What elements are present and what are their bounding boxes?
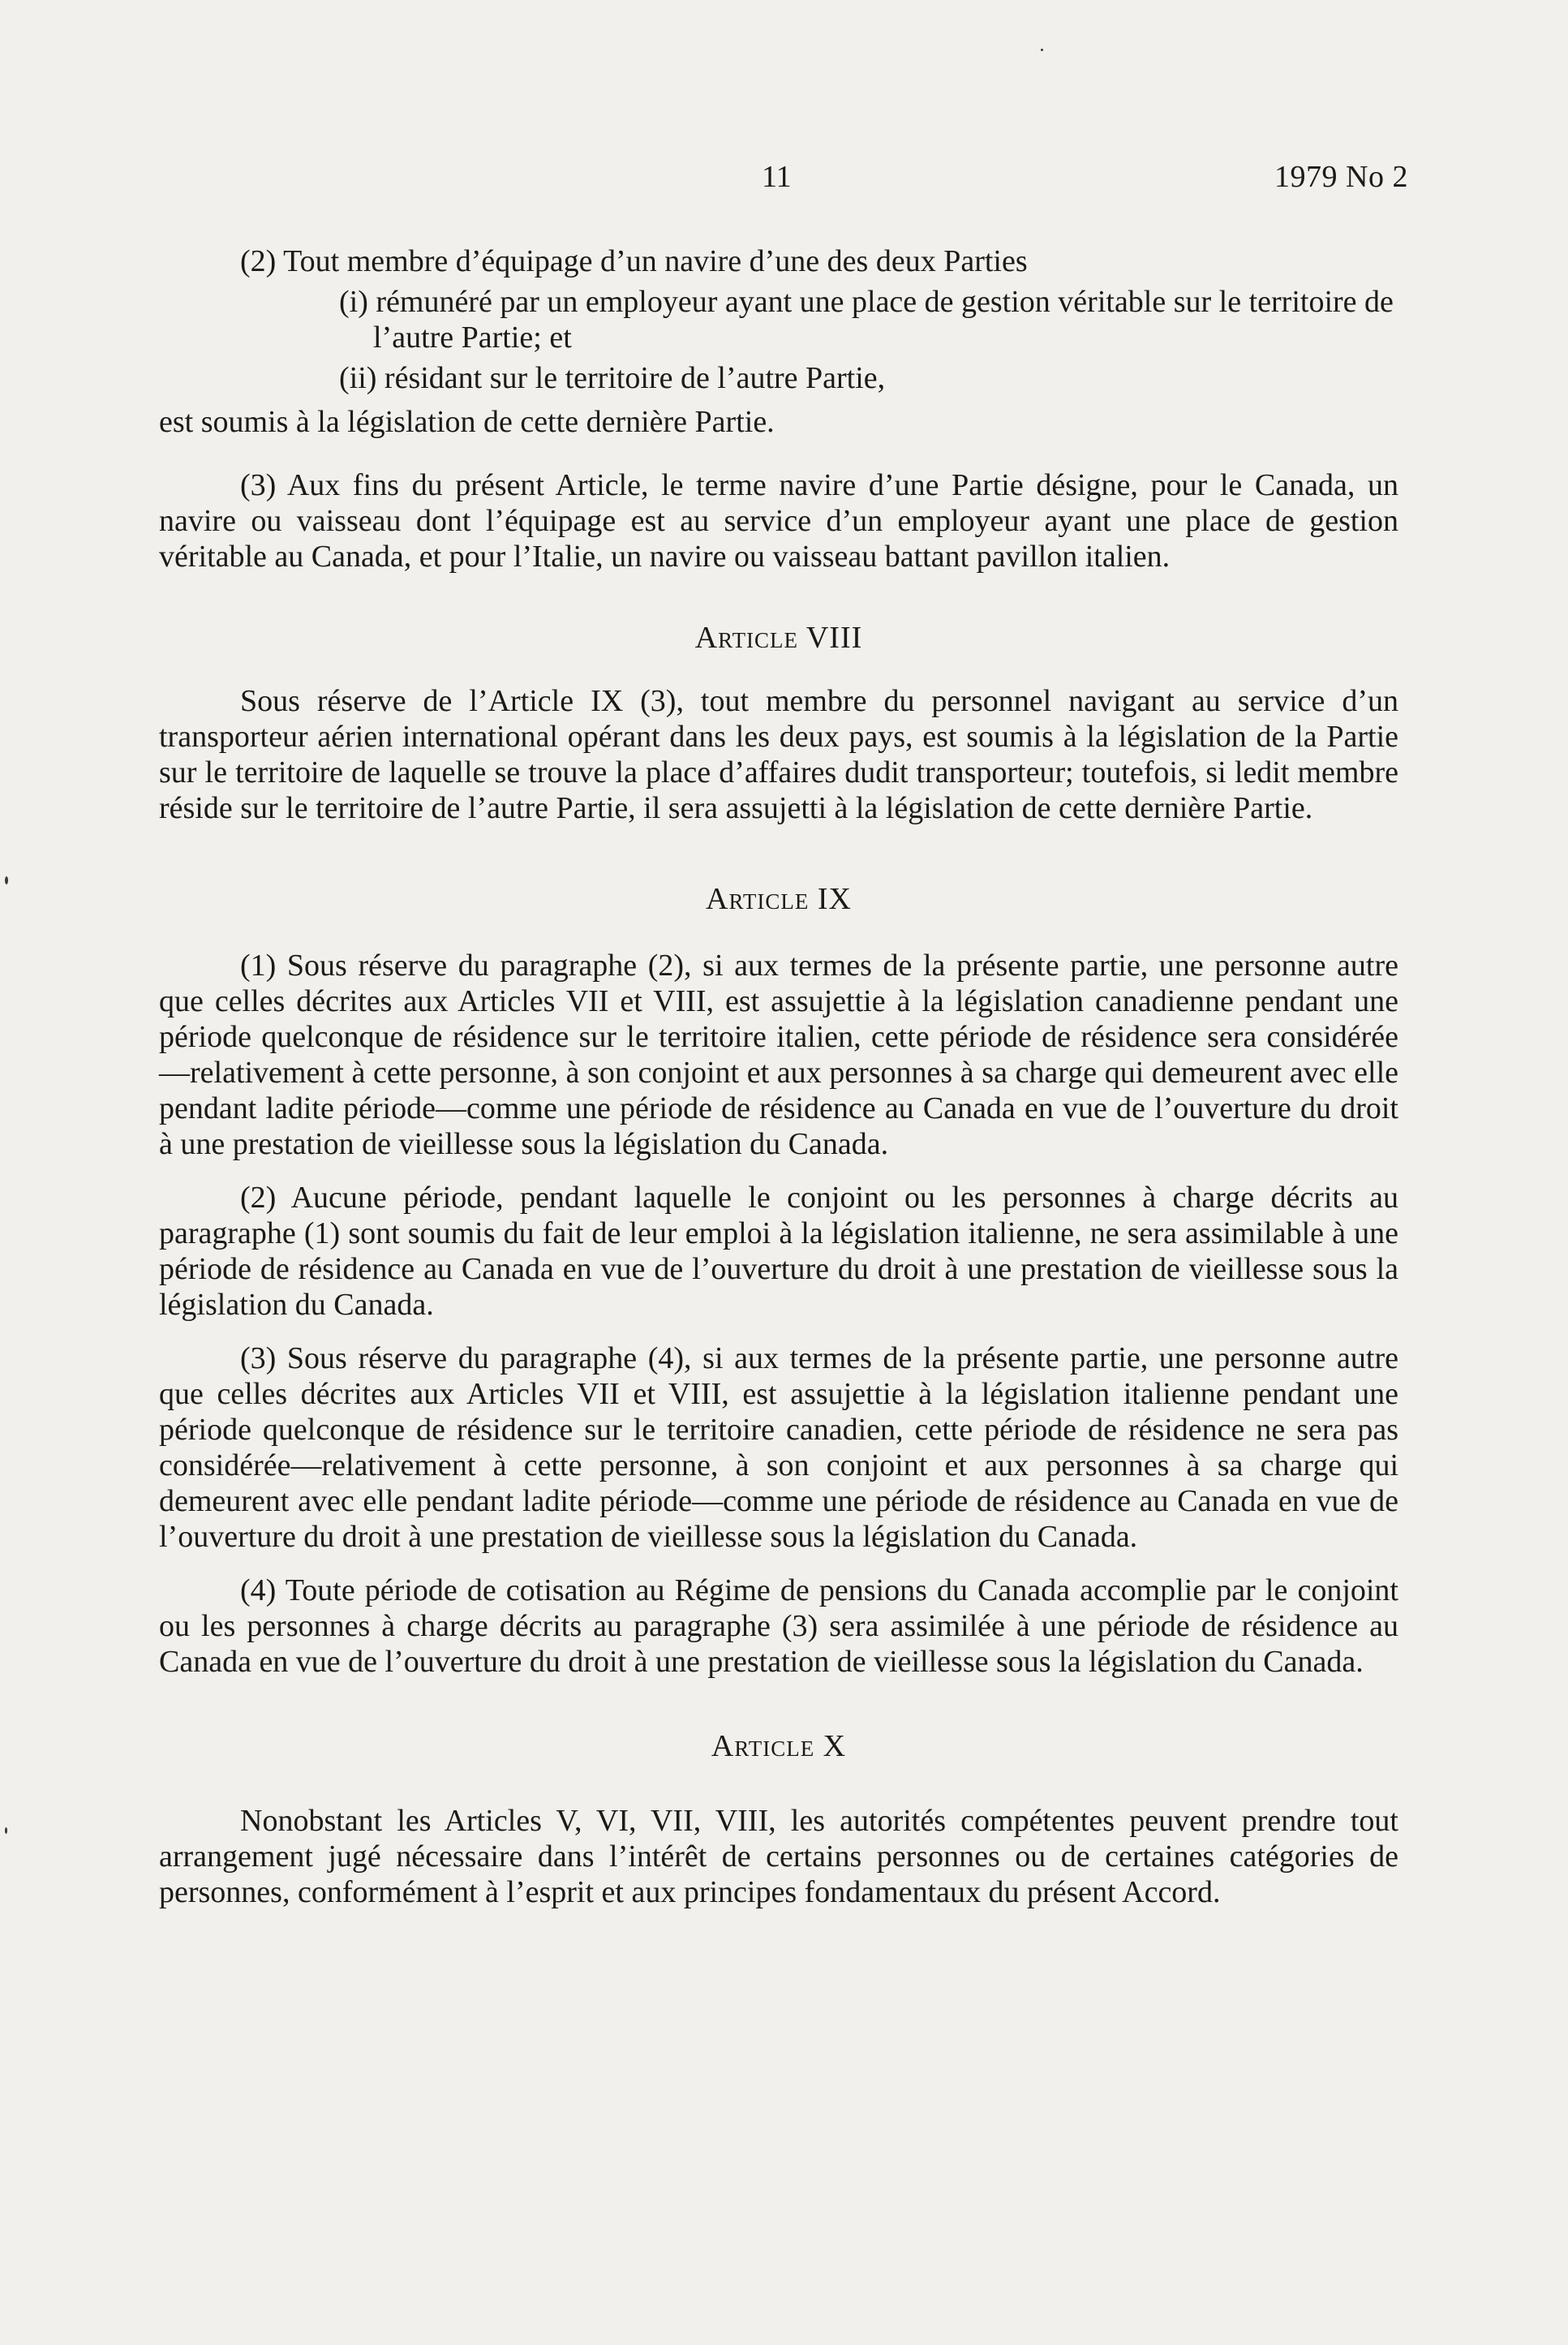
article-8 xyxy=(159,620,1398,826)
paragraph-9-3: (3) Sous réserve du paragraphe (4), si aux termes de la présente partie, une personne autre que celles décrites aux Articles VII et VIII, est assujettie à la législation italienne pendant une période quelconque de résidence sur le territoire canadien, cette période de résidence ne sera pas considérée—relativement à cette personne, à son conjoint et aux personnes à sa charge qui demeurent avec elle pendant ladite période—comme une période de résidence au Canada en vue de l’ouverture du droit à une prestation de vieillesse sous la législation du Canada. xyxy=(159,1341,1398,1554)
paragraph-8-1: Sous réserve de l’Article IX (3), tout membre du personnel navigant au service d’un transporteur aérien international opérant dans les deux pays, est soumis à la législation de la Partie sur le territoire de laquelle se trouve la place d’affaires dudit transporteur; toutefois, si ledit membre réside sur le territoire de l’autre Partie, il sera assujetti à la législation de cette dernière Partie. xyxy=(159,684,1398,825)
page-header xyxy=(159,159,1408,208)
scan-mark xyxy=(5,1827,7,1834)
article-9 xyxy=(159,881,1398,1680)
article-9-heading: Article IX xyxy=(706,882,852,916)
paragraph-9-2: (2) Aucune période, pendant laquelle le conjoint ou les personnes à charge décrits au paragraphe (1) sont soumis du fait de leur emploi à la législation italienne, ne sera assimilable à une période de résidence au Canada en vue de l’ouverture du droit à une prestation de vieillesse sous la législation du Canada. xyxy=(159,1181,1398,1322)
document-body xyxy=(159,243,1398,1910)
article-10 xyxy=(159,1728,1398,1910)
document-reference: 1979 No 2 xyxy=(1274,160,1408,194)
scan-mark xyxy=(1041,49,1043,51)
article-10-heading: Article X xyxy=(711,1729,847,1763)
paragraph-7-2-intro: (2) Tout membre d’équipage d’un navire d’une des deux Parties xyxy=(240,244,1028,278)
list-item-i: (i) rémunéré par un employeur ayant une place de gestion véritable sur le territoire de l’autre Partie; et xyxy=(339,285,1394,355)
paragraph-9-1: (1) Sous réserve du paragraphe (2), si aux termes de la présente partie, une personne autre que celles décrites aux Articles VII et VIII, est assujettie à la législation canadienne pendant une période quelconque de résidence sur le territoire italien, cette période de résidence sera considérée—relativement à cette personne, à son conjoint et aux personnes à sa charge qui demeurent avec elle pendant ladite période—comme une période de résidence au Canada en vue de l’ouverture du droit à une prestation de vieillesse sous la législation du Canada. xyxy=(159,949,1398,1161)
paragraph-7-3: (3) Aux fins du présent Article, le terme navire d’une Partie désigne, pour le Canada, un navire ou vaisseau dont l’équipage est au service d’un employeur ayant une place de gestion véritable au Canada, et pour l’Italie, un navire ou vaisseau battant pavillon italien. xyxy=(159,468,1398,574)
paragraph-10-1: Nonobstant les Articles V, VI, VII, VIII, les autorités compétentes peuvent prendre tout arrangement jugé nécessaire dans l’intérêt de certains personnes ou de certaines catégories de personnes, conformément à l’esprit et aux principes fondamentaux du présent Accord. xyxy=(159,1804,1398,1909)
paragraph-9-4: (4) Toute période de cotisation au Régime de pensions du Canada accomplie par le conjoint ou les personnes à charge décrits au paragraphe (3) sera assimilée à une période de résidence au Canada en vue de l’ouverture du droit à une prestation de vieillesse sous la législation du Canada. xyxy=(159,1573,1398,1679)
article-7-continuation xyxy=(159,243,1398,574)
paragraph-7-2-conclusion: est soumis à la législation de cette dernière Partie. xyxy=(159,405,775,439)
page-number: 11 xyxy=(762,160,792,194)
list-item-ii: (ii) résidant sur le territoire de l’autre Partie, xyxy=(339,361,886,395)
article-8-heading: Article VIII xyxy=(694,621,863,655)
scan-mark xyxy=(5,876,8,884)
